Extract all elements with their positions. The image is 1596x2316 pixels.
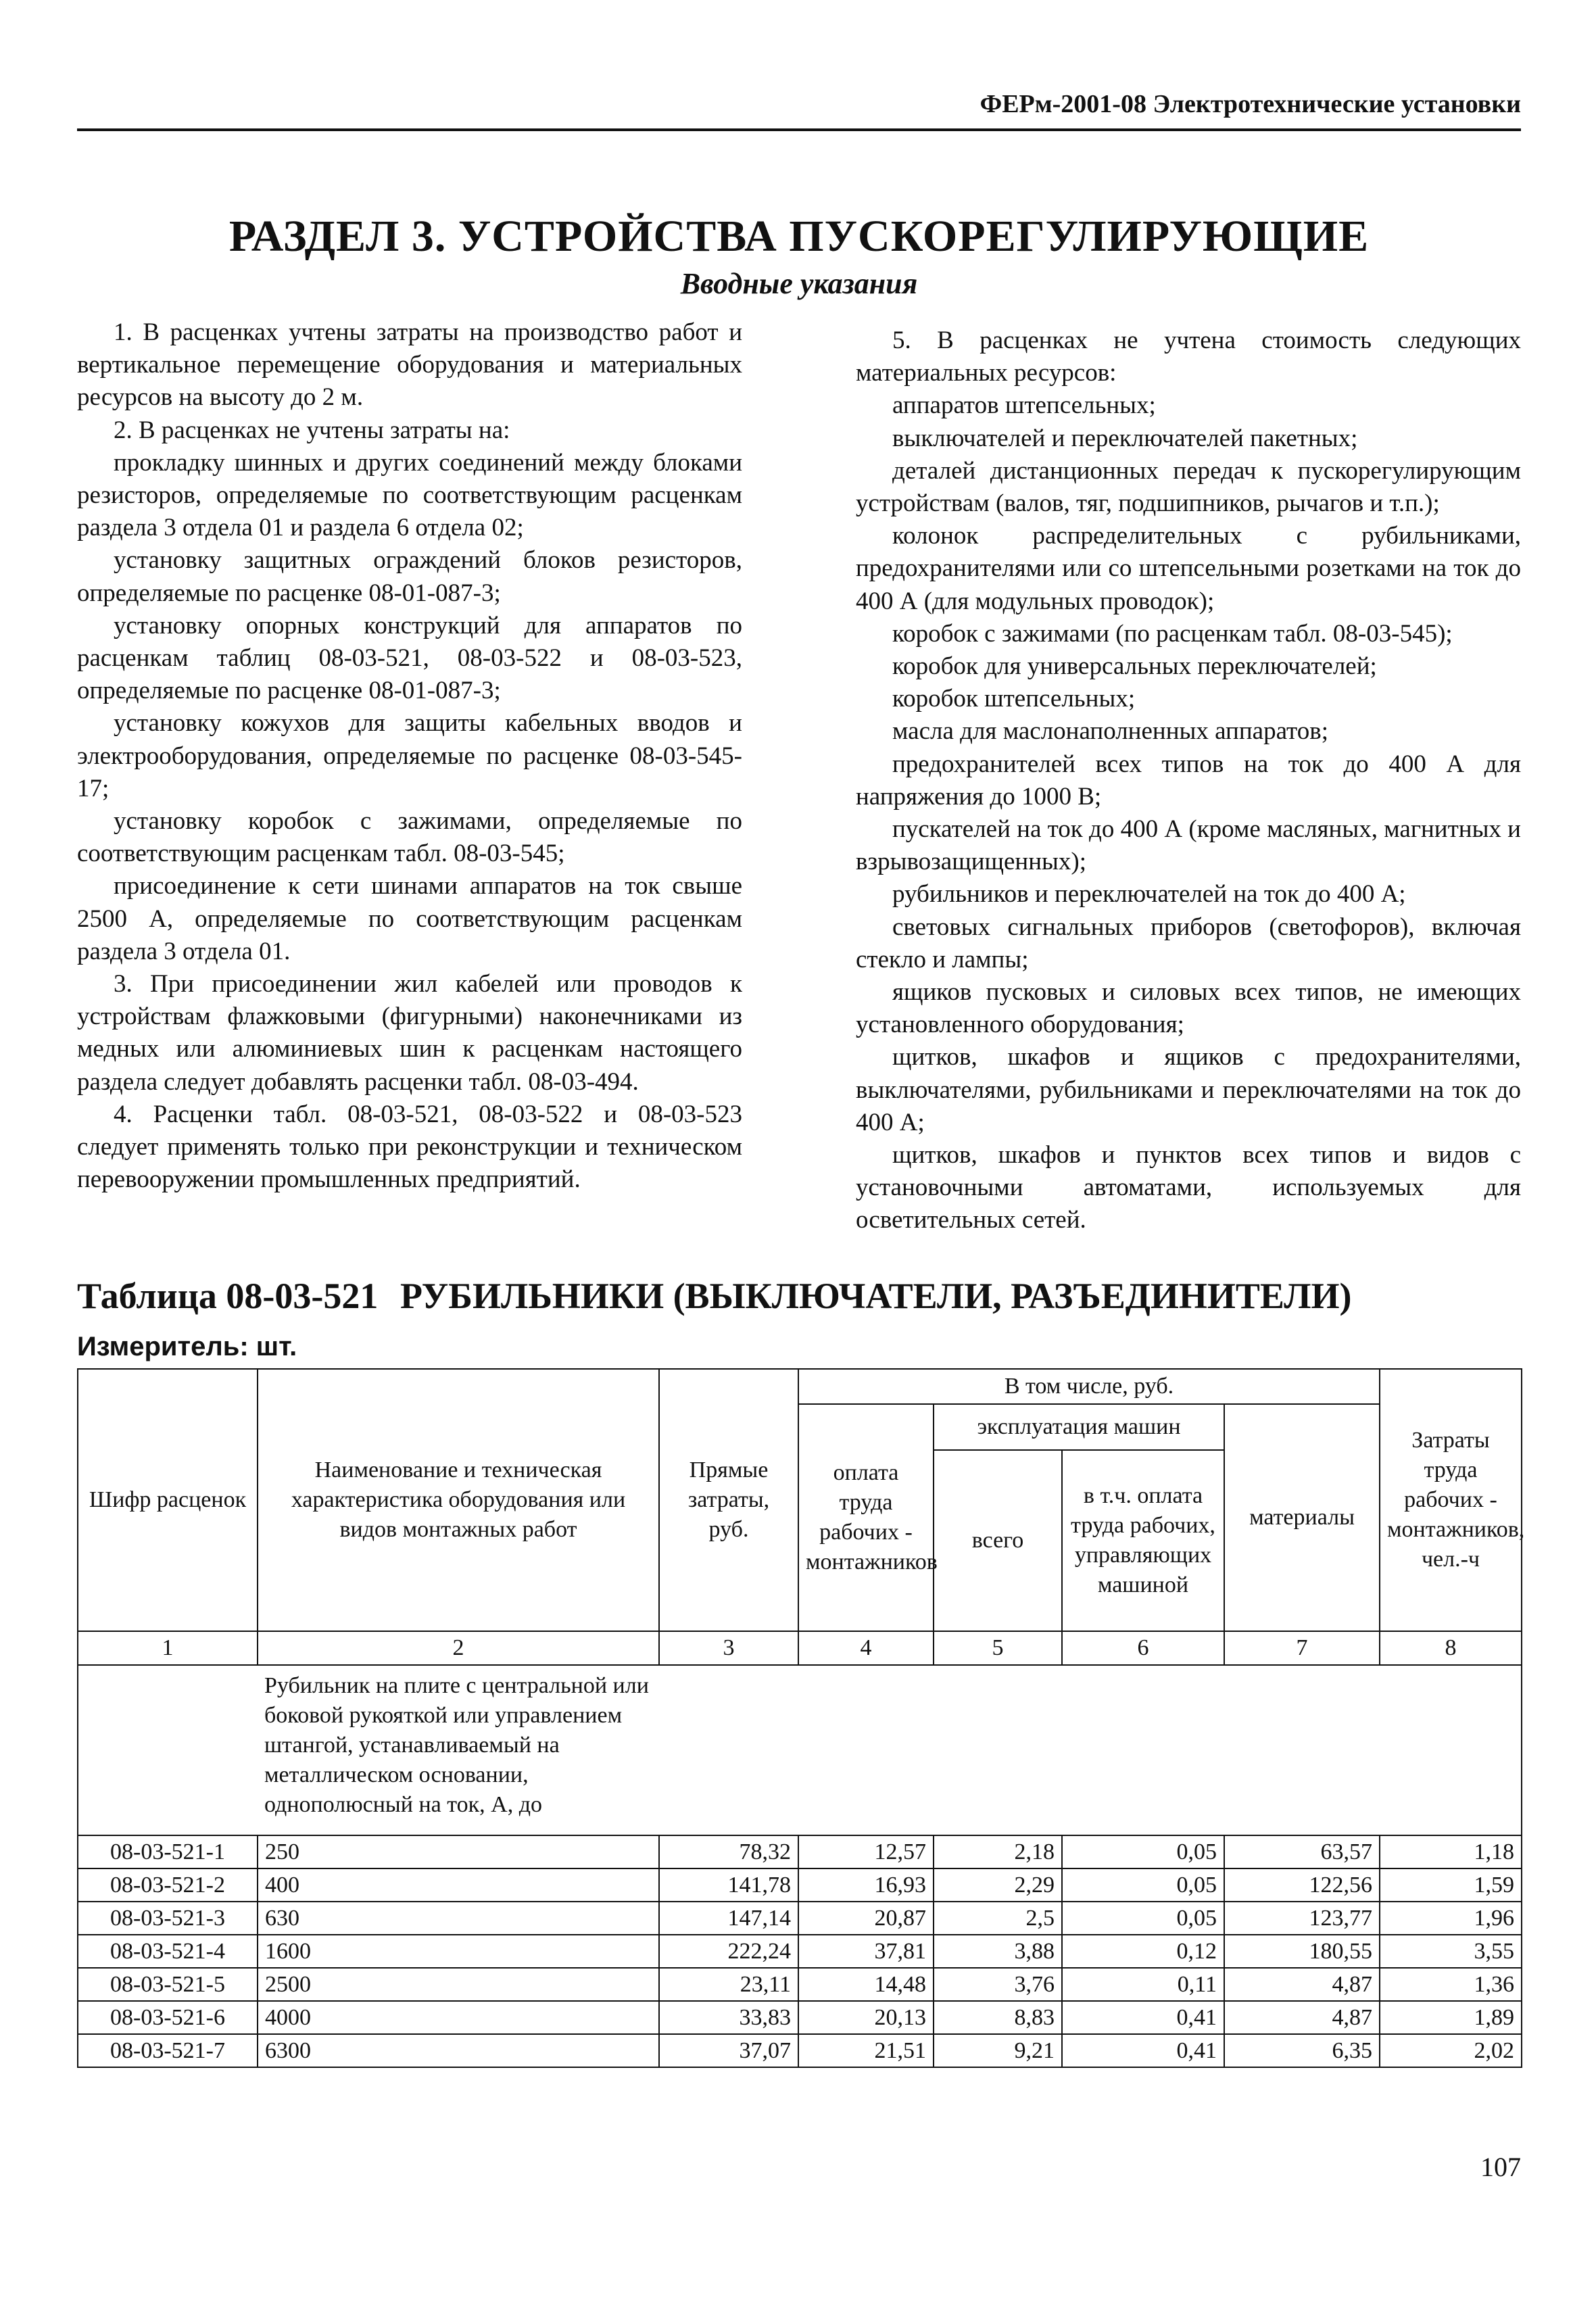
materials-cost: 6,35	[1224, 2034, 1380, 2067]
rates-table	[77, 1368, 1525, 2068]
right-column	[856, 324, 1521, 1237]
header-machines-total: всего	[934, 1450, 1062, 1631]
labor-hours: 1,18	[1380, 1835, 1522, 1868]
paragraph: масла для маслонаполненных аппаратов;	[892, 717, 1328, 746]
wages-cost: 37,81	[798, 1935, 934, 1968]
direct-cost: 33,83	[659, 2001, 798, 2034]
paragraph: коробок с зажимами (по расценкам табл. 08-03-545);	[892, 619, 1453, 648]
column-number: 1	[78, 1631, 258, 1665]
paragraph: колонок распределительных с рубильниками, предохранителями или со штепсельными розетками на ток до 400 А (для модульных проводок);	[856, 522, 1521, 615]
paragraph: прокладку шинных и других соединений между блоками резисторов, определяемые по соответствующим расценкам раздела 3 отдела 01 и раздела 6 отдела 02;	[77, 448, 742, 542]
direct-cost: 141,78	[659, 1868, 798, 1902]
paragraph: коробок штепсельных;	[892, 685, 1136, 713]
paragraph: 3. При присоединении жил кабелей или проводов к устройствам флажковыми (фигурными) наконечниками из медных или алюминиевых шин к расценкам настоящего раздела следует добавлять расценки табл. 08-03-494.	[77, 970, 742, 1096]
left-column	[77, 316, 742, 1196]
column-number: 5	[934, 1631, 1062, 1665]
machines-wages: 0,11	[1062, 1968, 1224, 2001]
wages-cost: 20,87	[798, 1902, 934, 1935]
column-number: 7	[1224, 1631, 1380, 1665]
unit-label: Измеритель: шт.	[77, 1332, 297, 1361]
wages-cost: 21,51	[798, 2034, 934, 2067]
machines-wages: 0,41	[1062, 2034, 1224, 2067]
header-machines: эксплуатация машин	[934, 1404, 1224, 1450]
table-row	[78, 2001, 1522, 2034]
header-wages: оплата труда рабочих - монтажников	[798, 1404, 934, 1631]
paragraph: щитков, шкафов и пунктов всех типов и видов с установочными автоматами, используемых для осветительных сетей.	[856, 1141, 1521, 1234]
rate-current: 630	[258, 1902, 659, 1935]
rate-code: 08-03-521-1	[78, 1835, 258, 1868]
paragraph: 5. В расценках не учтена стоимость следующих материальных ресурсов:	[856, 327, 1521, 387]
paragraph: световых сигнальных приборов (светофоров), включая стекло и лампы;	[856, 913, 1521, 973]
rate-current: 400	[258, 1868, 659, 1902]
paragraph: присоединение к сети шинами аппаратов на ток свыше 2500 А, определяемые по соответствующим расценкам раздела 3 отдела 01.	[77, 872, 742, 965]
header-machines-wages: в т.ч. оплата труда рабочих, управляющих машиной	[1062, 1450, 1224, 1631]
paragraph: 2. В расценках не учтены затраты на:	[114, 416, 510, 444]
materials-cost: 180,55	[1224, 1935, 1380, 1968]
machines-total: 3,76	[934, 1968, 1062, 2001]
materials-cost: 4,87	[1224, 1968, 1380, 2001]
paragraph: установку кожухов для защиты кабельных вводов и электрооборудования, определяемые по расценке 08-03-545-17;	[77, 709, 742, 802]
machines-wages: 0,05	[1062, 1902, 1224, 1935]
machines-wages: 0,05	[1062, 1868, 1224, 1902]
labor-hours: 2,02	[1380, 2034, 1522, 2067]
table-row	[78, 1835, 1522, 1868]
header-materials: материалы	[1224, 1404, 1380, 1631]
column-number: 4	[798, 1631, 934, 1665]
machines-total: 3,88	[934, 1935, 1062, 1968]
header-code: Шифр расценок	[78, 1369, 258, 1631]
paragraph: ящиков пусковых и силовых всех типов, не имеющих установленного оборудования;	[856, 978, 1521, 1039]
machines-total: 8,83	[934, 2001, 1062, 2034]
machines-wages: 0,41	[1062, 2001, 1224, 2034]
group-description: Рубильник на плите с центральной или боковой рукояткой или управлением штангой, устанавливаемый на металлическом основании, однополюсный на ток, А, до	[264, 1673, 649, 1817]
table-row	[78, 1902, 1522, 1935]
rate-current: 2500	[258, 1968, 659, 2001]
group-description-cell	[258, 1665, 1522, 1835]
paragraph: установку коробок с зажимами, определяемые по соответствующим расценкам табл. 08-03-545;	[77, 807, 742, 868]
rate-code: 08-03-521-4	[78, 1935, 258, 1968]
materials-cost: 4,87	[1224, 2001, 1380, 2034]
wages-cost: 16,93	[798, 1868, 934, 1902]
labor-hours: 1,96	[1380, 1902, 1522, 1935]
rate-current: 1600	[258, 1935, 659, 1968]
machines-total: 2,29	[934, 1868, 1062, 1902]
rate-current: 4000	[258, 2001, 659, 2034]
labor-hours: 3,55	[1380, 1935, 1522, 1968]
paragraph: коробок для универсальных переключателей;	[892, 652, 1377, 681]
header-rule	[77, 128, 1521, 131]
header-name: Наименование и техническая характеристика оборудования или видов монтажных работ	[258, 1369, 659, 1631]
paragraph: аппаратов штепсельных;	[892, 391, 1156, 420]
column-number: 3	[659, 1631, 798, 1665]
table-title	[77, 1272, 1521, 1320]
section-subtitle: Вводные указания	[680, 267, 918, 300]
column-number: 2	[258, 1631, 659, 1665]
materials-cost: 63,57	[1224, 1835, 1380, 1868]
labor-hours: 1,89	[1380, 2001, 1522, 2034]
paragraph: 1. В расценках учтены затраты на производство работ и вертикальное перемещение оборудования и материальных ресурсов на высоту до 2 м.	[77, 318, 742, 412]
header-direct: Прямые затраты, руб.	[659, 1369, 798, 1631]
direct-cost: 222,24	[659, 1935, 798, 1968]
paragraph: предохранителей всех типов на ток до 400 А для напряжения до 1000 В;	[856, 750, 1521, 811]
table-number: Таблица 08-03-521	[77, 1276, 379, 1316]
rate-code: 08-03-521-7	[78, 2034, 258, 2067]
paragraph: рубильников и переключателей на ток до 400 А;	[892, 880, 1406, 909]
paragraph: 4. Расценки табл. 08-03-521, 08-03-522 и 08-03-523 следует применять только при реконструкции и техническом перевооружении промышленных предприятий.	[77, 1100, 742, 1194]
table-row	[78, 1968, 1522, 2001]
machines-wages: 0,05	[1062, 1835, 1224, 1868]
table-row	[78, 1935, 1522, 1968]
header-labor: Затраты труда рабочих - монтажников, чел.-ч	[1380, 1369, 1522, 1631]
machines-total: 2,18	[934, 1835, 1062, 1868]
paragraph: деталей дистанционных передач к пускорегулирующим устройствам (валов, тяг, подшипников, рычагов и т.п.);	[856, 456, 1521, 518]
column-number: 6	[1062, 1631, 1224, 1665]
machines-total: 9,21	[934, 2034, 1062, 2067]
materials-cost: 122,56	[1224, 1868, 1380, 1902]
paragraph: пускателей на ток до 400 А (кроме масляных, магнитных и взрывозащищенных);	[856, 815, 1521, 876]
table-name: РУБИЛЬНИКИ (ВЫКЛЮЧАТЕЛИ, РАЗЪЕДИНИТЕЛИ)	[400, 1276, 1352, 1316]
table-row	[78, 2034, 1522, 2067]
paragraph: установку защитных ограждений блоков резисторов, определяемые по расценке 08-01-087-3;	[77, 546, 742, 607]
machines-wages: 0,12	[1062, 1935, 1224, 1968]
wages-cost: 20,13	[798, 2001, 934, 2034]
group-code-cell	[78, 1665, 258, 1835]
wages-cost: 14,48	[798, 1968, 934, 2001]
paragraph: щитков, шкафов и ящиков с предохранителями, выключателями, рубильниками и переключателями на ток до 400 А;	[856, 1043, 1521, 1136]
wages-cost: 12,57	[798, 1835, 934, 1868]
rate-current: 250	[258, 1835, 659, 1868]
machines-total: 2,5	[934, 1902, 1062, 1935]
direct-cost: 37,07	[659, 2034, 798, 2067]
direct-cost: 147,14	[659, 1902, 798, 1935]
page-number: 107	[1480, 2152, 1521, 2182]
section-title: РАЗДЕЛ 3. УСТРОЙСТВА ПУСКОРЕГУЛИРУЮЩИЕ	[228, 212, 1370, 261]
header-including: В том числе, руб.	[798, 1369, 1380, 1404]
column-number: 8	[1380, 1631, 1522, 1665]
rate-code: 08-03-521-6	[78, 2001, 258, 2034]
paragraph: установку опорных конструкций для аппаратов по расценкам таблиц 08-03-521, 08-03-522 и 08-03-523, определяемые по расценке 08-01-087-3;	[77, 611, 742, 705]
rate-code: 08-03-521-5	[78, 1968, 258, 2001]
labor-hours: 1,59	[1380, 1868, 1522, 1902]
rate-code: 08-03-521-2	[78, 1868, 258, 1902]
direct-cost: 23,11	[659, 1968, 798, 2001]
rate-current: 6300	[258, 2034, 659, 2067]
table-row	[78, 1868, 1522, 1902]
direct-cost: 78,32	[659, 1835, 798, 1868]
materials-cost: 123,77	[1224, 1902, 1380, 1935]
paragraph: выключателей и переключателей пакетных;	[892, 424, 1358, 452]
labor-hours: 1,36	[1380, 1968, 1522, 2001]
running-header: ФЕРм-2001-08 Электротехнические установки	[980, 90, 1521, 118]
rate-code: 08-03-521-3	[78, 1902, 258, 1935]
